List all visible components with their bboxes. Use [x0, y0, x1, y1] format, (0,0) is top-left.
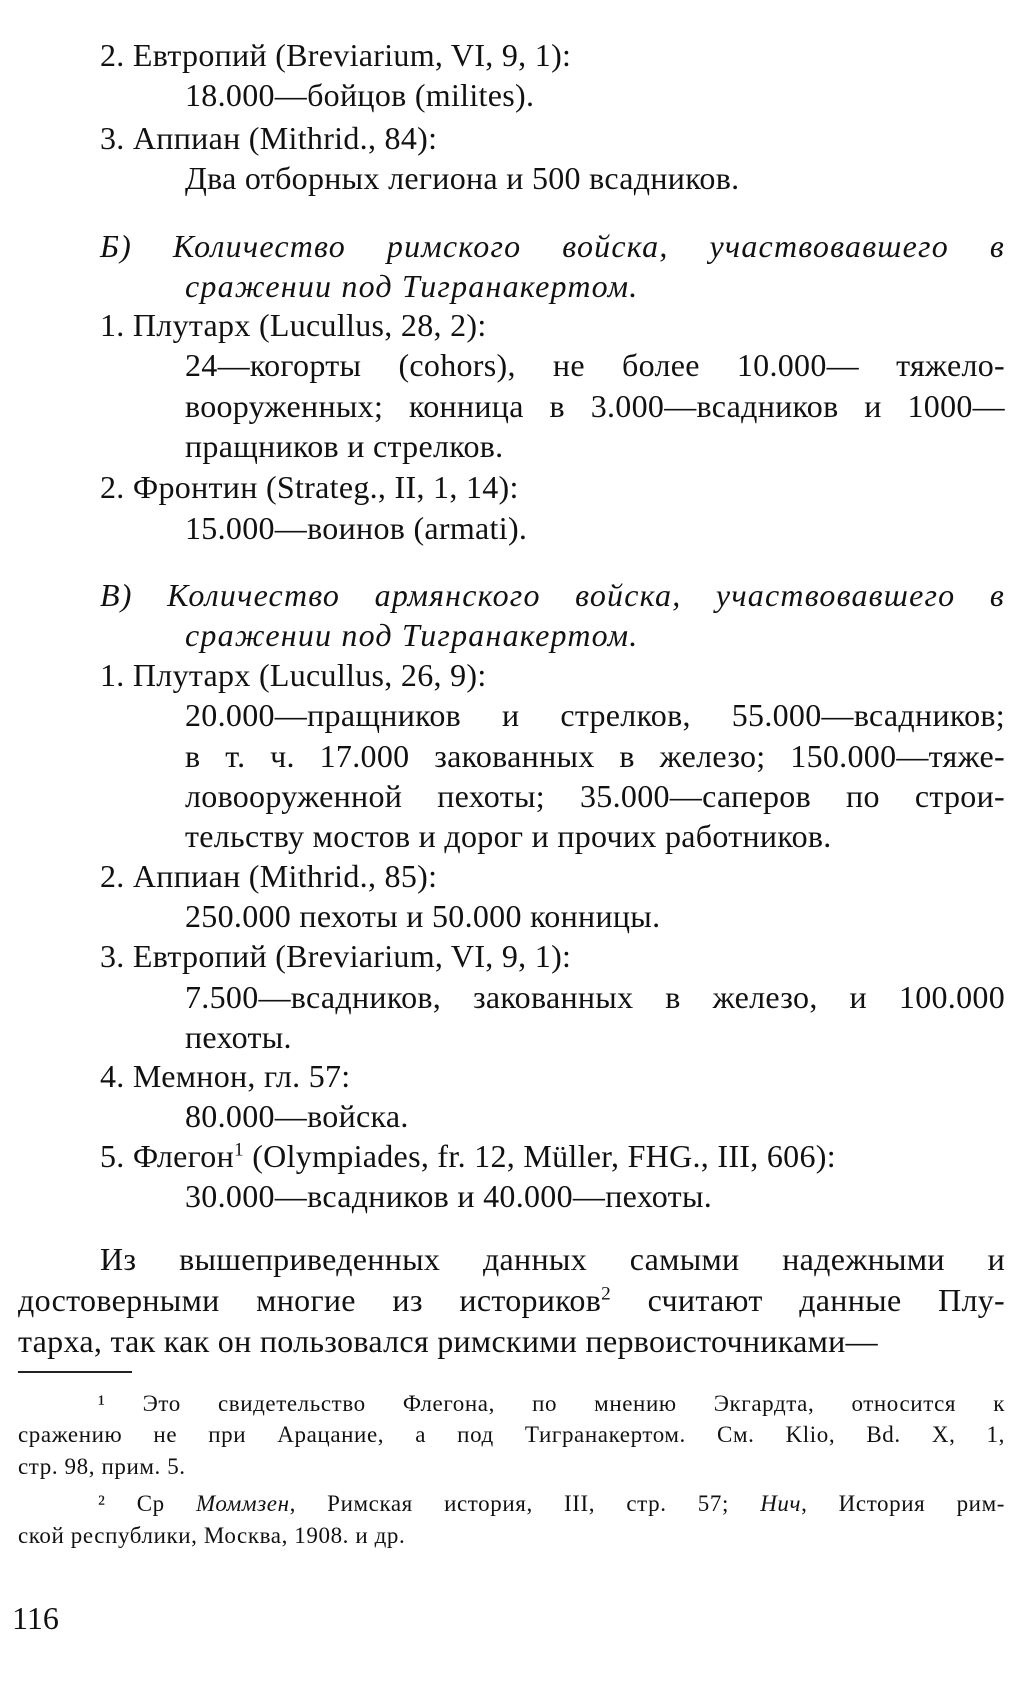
source-detail: 80.000—войска.: [185, 1098, 409, 1134]
source-line: 1. Плутарх (Lucullus, 28, 2):: [100, 307, 487, 343]
footnote-1: стр. 98, прим. 5.: [18, 1454, 186, 1479]
source-line: 3. Евтропий (Breviarium, VI, 9, 1):: [100, 938, 572, 974]
body-paragraph: тарха, так как он пользовался римскими первоисточниками—: [18, 1323, 878, 1359]
source-detail: тельству мостов и дорог и прочих работников.: [185, 818, 832, 854]
section-b-heading: сражении под Тигранакертом.: [185, 268, 639, 304]
source-detail: вооруженных; конница в 3.000—всадников и 1000—: [185, 388, 1005, 424]
source-detail: 250.000 пехоты и 50.000 конницы.: [185, 898, 661, 934]
source-detail: ловооруженной пехоты; 35.000—саперов по строи-: [185, 778, 1005, 814]
source-line: 2. Аппиан (Mithrid., 85):: [100, 858, 438, 894]
footnote-1: сражению не при Арацание, а под Тигранакертом. См. Klio, Bd. X, 1,: [18, 1422, 1005, 1447]
source-line: 2. Фронтин (Strateg., II, 1, 14):: [100, 469, 519, 505]
source-line: 4. Мемнон, гл. 57:: [100, 1058, 351, 1094]
source-detail: 18.000—бойцов (milites).: [185, 77, 535, 113]
source-detail: 30.000—всадников и 40.000—пехоты.: [185, 1178, 713, 1214]
source-detail: в т. ч. 17.000 закованных в железо; 150.000—тяже-: [185, 738, 1005, 774]
source-detail: 15.000—воинов (armati).: [185, 510, 528, 546]
section-v-heading: В) Количество армянского войска, участвовавшего в: [100, 577, 1005, 613]
footnote-ref: 2: [601, 1283, 612, 1305]
source-detail: Два отборных легиона и 500 всадников.: [185, 160, 740, 196]
footnote-2: ² Ср Моммзен, Римская история, III, стр. 57; Нич, История рим-: [98, 1491, 1005, 1516]
source-detail: 24—когорты (cohors), не более 10.000— тяжело-: [185, 347, 1005, 383]
source-detail: пращников и стрелков.: [185, 428, 504, 464]
body-paragraph: Из вышеприведенных данных самыми надежными и: [100, 1241, 1005, 1277]
footnote-1: ¹ Это свидетельство Флегона, по мнению Экгардта, относится к: [98, 1391, 1005, 1416]
source-line: 1. Плутарх (Lucullus, 26, 9):: [100, 657, 487, 693]
source-citation: (Olympiades, fr. 12, Müller, FHG., III, 606):: [243, 1138, 836, 1174]
footnote-ref: 1: [234, 1139, 244, 1161]
source-detail: 7.500—всадников, закованных в железо, и 100.000: [185, 979, 1005, 1015]
source-name: 5. Флегон: [100, 1138, 235, 1174]
body-paragraph: достоверными многие из историков$^2$ считают данные Плу-: [18, 1282, 1005, 1318]
source-line: [100, 1137, 836, 1175]
page-number: 116: [12, 1600, 59, 1636]
footnote-2: ской республики, Москва, 1908. и др.: [18, 1523, 406, 1548]
section-v-heading: сражении под Тигранакертом.: [185, 617, 639, 653]
section-b-heading: Б) Количество римского войска, участвовавшего в: [100, 228, 1005, 264]
source-line: 3. Аппиан (Mithrid., 84):: [100, 120, 438, 156]
source-detail: пехоты.: [185, 1019, 292, 1055]
footnote-divider: [18, 1371, 132, 1373]
source-detail: 20.000—пращников и стрелков, 55.000—всадников;: [185, 697, 1005, 733]
source-line: 2. Евтропий (Breviarium, VI, 9, 1):: [100, 37, 572, 73]
